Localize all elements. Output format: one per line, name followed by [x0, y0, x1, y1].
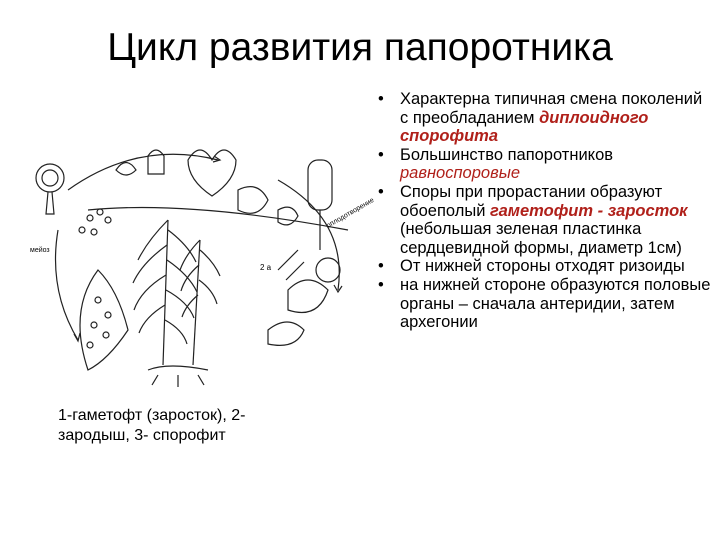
cycle-arrow-top [68, 154, 218, 190]
bullet-text: Большинство папоротников [400, 145, 614, 164]
label-meiosis: мейоз [30, 247, 50, 254]
cycle-arrow-right [278, 180, 339, 290]
bullet-item [368, 257, 713, 276]
bullet-list [368, 90, 713, 332]
bullet-item [368, 90, 713, 146]
diagram-caption: 1-гаметофт (заросток), 2- зародыш, 3- спорофит [58, 407, 246, 444]
gametophyte-icon [188, 150, 236, 196]
bullet-text: От нижней стороны отходят ризоиды [400, 257, 685, 276]
fern-frond-icon [163, 220, 168, 365]
bullet-highlight: диплоидного спорофита [400, 108, 649, 146]
cycle-arrow-inner [88, 208, 348, 231]
bullet-item [368, 183, 713, 257]
bullet-highlight: равноспоровые [400, 164, 521, 183]
bullet-item [368, 146, 713, 183]
sporangium-icon [36, 164, 64, 192]
bullet-text: Характерна типичная смена поколений с преобладанием [400, 90, 703, 127]
slide-title: Цикл развития папоротника [107, 26, 613, 69]
fern-life-cycle-diagram [28, 120, 376, 390]
label-fertilization: оплодотворение [325, 196, 376, 230]
bullet-text: (небольшая зеленая пластинка сердцевидной формы, диаметр 1см) [400, 220, 682, 257]
bullet-text: на нижней стороне образуются половые органы – сначала антеридии, затем архегонии [400, 275, 711, 332]
bullet-item [368, 276, 713, 332]
cycle-arrow-left [56, 230, 79, 340]
bullet-text: Споры при прорастании образуют обоеполый [400, 182, 663, 220]
label-2a: 2 а [260, 263, 272, 272]
bullet-highlight: гаметофит - заросток [490, 201, 688, 220]
